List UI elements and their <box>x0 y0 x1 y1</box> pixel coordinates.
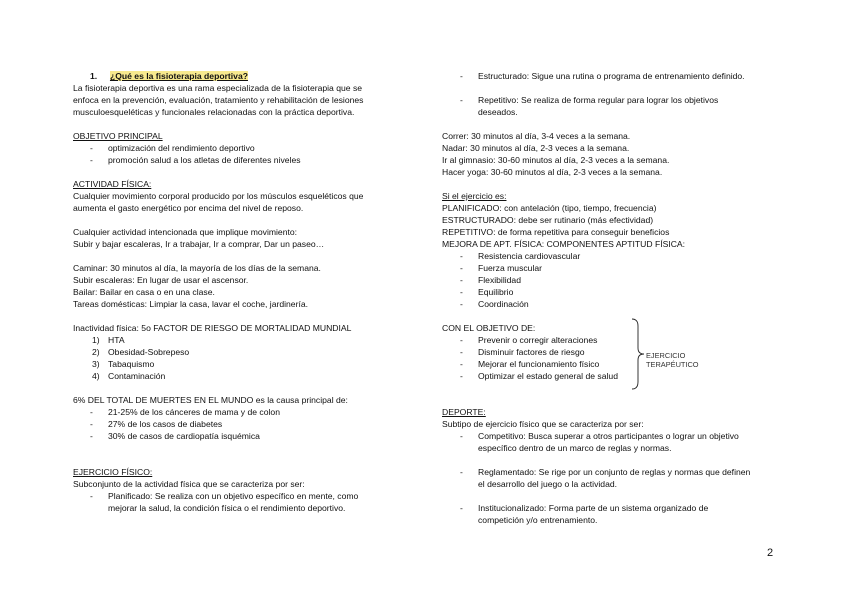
actividad-title: ACTIVIDAD FÍSICA: <box>73 179 152 189</box>
intro-line: enfoca en la prevención, evaluación, tratamiento y rehabilitación de lesiones <box>73 95 364 105</box>
ejercicio-title: EJERCICIO FÍSICO: <box>73 467 153 477</box>
intencionada-line: Cualquier actividad intencionada que implique movimiento: <box>73 227 298 237</box>
si-ejercicio-title: Si el ejercicio es: <box>442 191 507 201</box>
list-item: - optimización del rendimiento deportivo <box>90 143 255 153</box>
list-item: - Estructurado: Sigue una rutina o programa de entrenamiento definido. <box>460 71 745 81</box>
ejercicio-def: Subconjunto de la actividad física que se caracteriza por ser: <box>73 479 305 489</box>
list-item-cont: específico dentro de un marco de reglas y normas. <box>478 443 672 453</box>
list-item: - promoción salud a los atletas de diferentes niveles <box>90 155 301 165</box>
routine-line: Nadar: 30 minutos al día, 2-3 veces a la semana. <box>442 143 630 153</box>
list-item: - 27% de los casos de diabetes <box>90 419 223 429</box>
list-item-cont: mejorar la salud, la condición física o el rendimiento deportivo. <box>108 503 346 513</box>
list-item: 4) Contaminación <box>92 371 166 381</box>
muertes-title: 6% DEL TOTAL DE MUERTES EN EL MUNDO es la causa principal de: <box>73 395 348 405</box>
objetivo2-title: CON EL OBJETIVO DE: <box>442 323 536 333</box>
list-item: - Mejorar el funcionamiento físico <box>460 359 600 369</box>
heading-number: 1. <box>90 71 98 81</box>
deporte-title: DEPORTE: <box>442 407 486 417</box>
list-item: - 21-25% de los cánceres de mama y de colon <box>90 407 280 417</box>
list-item: - 30% de casos de cardiopatía isquémica <box>90 431 260 441</box>
list-item-cont: deseados. <box>478 107 518 117</box>
list-item: - Optimizar el estado general de salud <box>460 371 618 381</box>
curly-brace-icon <box>630 318 646 390</box>
list-item: - Equilibrio <box>460 287 514 297</box>
list-item: 2) Obesidad-Sobrepeso <box>92 347 190 357</box>
list-item-cont: el desarrollo del juego o la actividad. <box>478 479 618 489</box>
si-ejercicio-line: MEJORA DE APT. FÍSICA: COMPONENTES APTITUD FÍSICA: <box>442 239 686 249</box>
list-item: - Fuerza muscular <box>460 263 542 273</box>
section-heading <box>90 71 248 83</box>
si-ejercicio-line: ESTRUCTURADO: debe ser rutinario (más efectividad) <box>442 215 654 225</box>
ejercicio-terapeutico-label: EJERCICIO TERAPÉUTICO <box>646 351 699 369</box>
intencionada-line: Subir y bajar escaleras, Ir a trabajar, Ir a comprar, Dar un paseo… <box>73 239 325 249</box>
si-ejercicio-line: REPETITIVO: de forma repetitiva para conseguir beneficios <box>442 227 670 237</box>
list-item: - Institucionalizado: Forma parte de un sistema organizado de <box>460 503 709 513</box>
objetivo-title: OBJETIVO PRINCIPAL <box>73 131 163 141</box>
deporte-def: Subtipo de ejercicio físico que se caracteriza por ser: <box>442 419 644 429</box>
heading-title: ¿Qué es la fisioterapia deportiva? <box>109 71 248 81</box>
example-line: Caminar: 30 minutos al día, la mayoría de los días de la semana. <box>73 263 321 273</box>
list-item: - Competitivo: Busca superar a otros participantes o lograr un objetivo <box>460 431 739 441</box>
list-item: 1) HTA <box>92 335 125 345</box>
routine-line: Ir al gimnasio: 30-60 minutos al día, 2-3 veces a la semana. <box>442 155 670 165</box>
example-line: Subir escaleras: En lugar de usar el ascensor. <box>73 275 249 285</box>
routine-line: Correr: 30 minutos al día, 3-4 veces a la semana. <box>442 131 631 141</box>
example-line: Bailar: Bailar en casa o en una clase. <box>73 287 215 297</box>
si-ejercicio-line: PLANIFICADO: con antelación (tipo, tiempo, frecuencia) <box>442 203 657 213</box>
list-item: - Repetitivo: Se realiza de forma regular para lograr los objetivos <box>460 95 719 105</box>
list-item: - Resistencia cardiovascular <box>460 251 581 261</box>
list-item: - Planificado: Se realiza con un objetivo específico en mente, como <box>90 491 359 501</box>
list-item: - Prevenir o corregir alteraciones <box>460 335 598 345</box>
routine-line: Hacer yoga: 30-60 minutos al día, 2-3 veces a la semana. <box>442 167 663 177</box>
actividad-def: aumenta el gasto energético por encima del nivel de reposo. <box>73 203 304 213</box>
list-item: - Disminuir factores de riesgo <box>460 347 585 357</box>
list-item: - Flexibilidad <box>460 275 521 285</box>
list-item: 3) Tabaquismo <box>92 359 155 369</box>
intro-line: musculoesqueléticas y funcionales relacionadas con la práctica deportiva. <box>73 107 355 117</box>
inactividad-title: Inactividad física: 5o FACTOR DE RIESGO DE MORTALIDAD MUNDIAL <box>73 323 352 333</box>
actividad-def: Cualquier movimiento corporal producido por los músculos esqueléticos que <box>73 191 364 201</box>
list-item: - Coordinación <box>460 299 529 309</box>
list-item: - Reglamentado: Se rige por un conjunto de reglas y normas que definen <box>460 467 751 477</box>
page-number: 2 <box>767 547 774 559</box>
example-line: Tareas domésticas: Limpiar la casa, lavar el coche, jardinería. <box>73 299 309 309</box>
list-item-cont: competición y/o entrenamiento. <box>478 515 598 525</box>
intro-line: La fisioterapia deportiva es una rama especializada de la fisioterapia que se <box>73 83 363 93</box>
